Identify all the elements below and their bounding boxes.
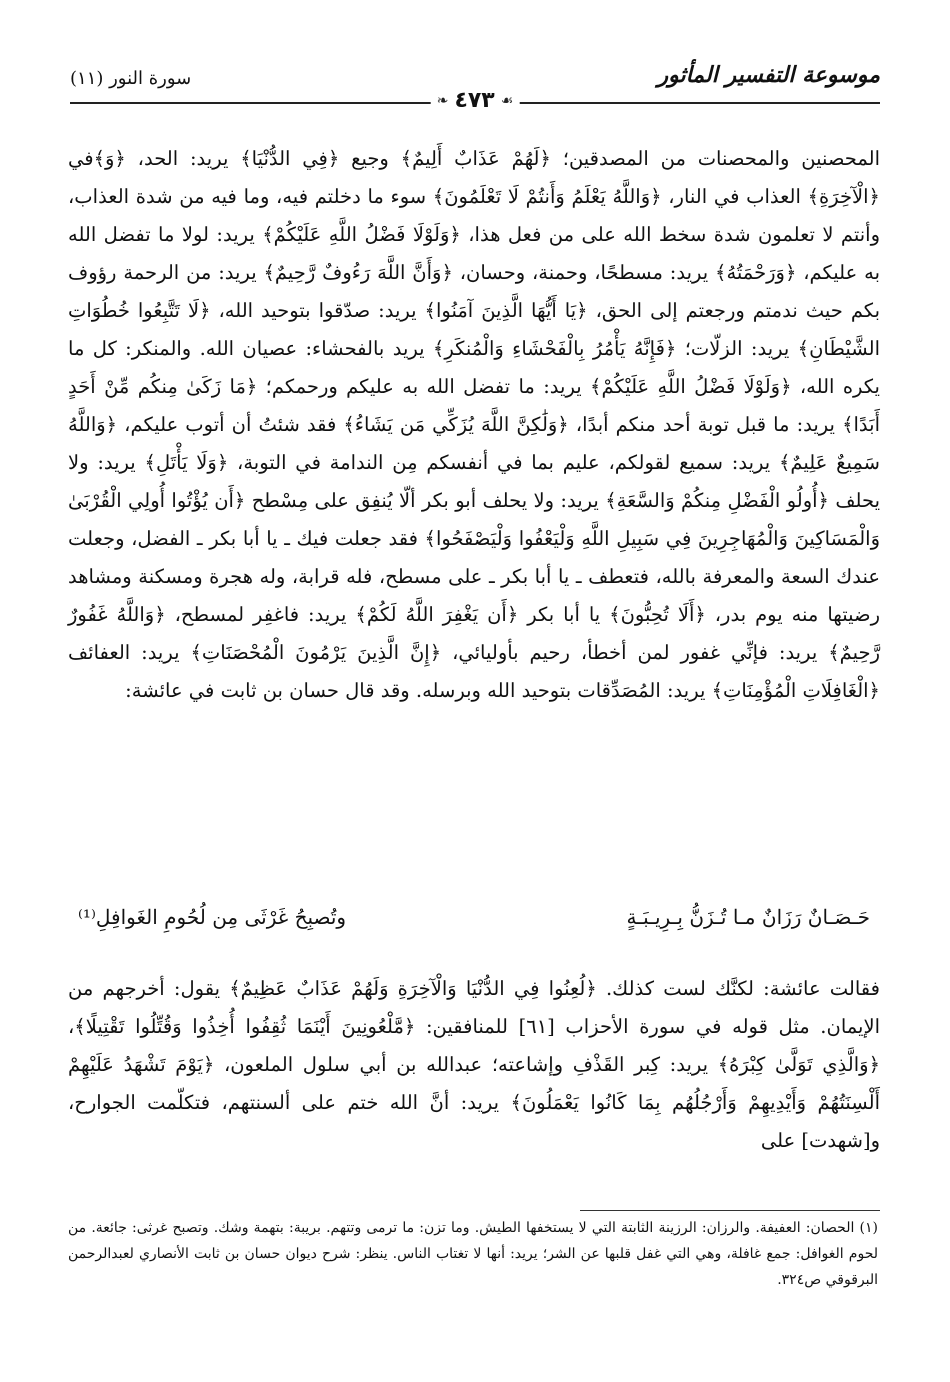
body-paragraph-2: فقالت عائشة: لكنَّك لست كذلك. ﴿لُعِنُوا فِي الدُّنْيَا وَالْآخِرَةِ وَلَهُمْ عَذَابٌ عَظِيمٌ﴾ يقول: أخرجهم من الإيمان. مثل قوله في سورة الأحزاب [٦١] للمنافقين: ﴿مَّلْعُونِينَ أَيْنَمَا ثُقِفُوا أُخِذُوا وَقُتِّلُوا تَقْتِيلًا﴾، ﴿وَالَّذِي تَوَلَّىٰ كِبْرَهُ﴾ يريد: كِبر القَذْفِ وإشاعته؛ عبدالله بن أبي سلول الملعون، ﴿يَوْمَ تَشْهَدُ عَلَيْهِمْ أَلْسِنَتُهُمْ وَأَيْدِيهِمْ وَأَرْجُلُهُم بِمَا كَانُوا يَعْمَلُونَ﴾ يريد: أنَّ الله ختم على ألسنتهم، فتكلّمت الجوارح، و[شهدت] على xyxy=(68,976,881,1152)
page-header xyxy=(70,58,880,113)
footnote-1: (١) الحصان: العفيفة. والرزان: الرزينة الثابتة التي لا يستخفها الطيش. وما تزن: ما ترمى وتتهم. بريبة: بتهمة وشك. وتصبح غرثى: جائعة. من لحوم الغوافل: جمع غافلة، وهي التي غفل قلبها عن الشر؛ يريد: أنها لا تغتاب الناس. ينظر: شرح ديوان حسان بن ثابت الأنصاري لعبدالرحمن البرقوقي ص٣٢٤. xyxy=(68,1220,878,1288)
poem-verse xyxy=(78,905,870,945)
body-text-continued xyxy=(68,950,880,1179)
surah-label: سورة النور (١١) xyxy=(70,68,192,89)
poem-hemistich-1: حَـصَـانٌ رَزَانٌ مـا تُـزَنُّ بِـرِيـبَـةٍ xyxy=(626,905,870,929)
footnotes xyxy=(68,1215,878,1293)
ornament-right-icon: ☙ xyxy=(500,92,514,109)
poem-hemistich-2: وتُصبِحُ غَرْثَى مِن لُحُومِ الغَوافِلِ⁽¹⁾ xyxy=(78,905,347,929)
page-number-box xyxy=(431,88,520,113)
footnote-divider xyxy=(580,1210,880,1211)
body-paragraph-1: المحصنين والمحصنات من المصدقين؛ ﴿لَهُمْ عَذَابٌ أَلِيمٌ﴾ وجيع ﴿فِي الدُّنْيَا﴾ يريد: الحد، ﴿وَ﴾في ﴿الْآخِرَةِ﴾ العذاب في النار، ﴿وَاللَّهُ يَعْلَمُ وَأَنتُمْ لَا تَعْلَمُونَ﴾ سوء ما دخلتم فيه، وما فيه من شدة العذاب، وأنتم لا تعلمون شدة سخط الله على من فعل هذا، ﴿وَلَوْلَا فَضْلُ اللَّهِ عَلَيْكُمْ﴾ يريد: لولا ما تفضل الله به عليكم، ﴿وَرَحْمَتُهُ﴾ يريد: مسطحًا، وحمنة، وحسان، ﴿وَأَنَّ اللَّهَ رَءُوفٌ رَّحِيمٌ﴾ يريد: من الرحمة رؤوف بكم حيث ندمتم ورجعتم إلى الحق، ﴿يَا أَيُّهَا الَّذِينَ آمَنُوا﴾ يريد: صدّقوا بتوحيد الله، ﴿لَا تَتَّبِعُوا خُطُوَاتِ الشَّيْطَانِ﴾ يريد: الزلّات؛ ﴿فَإِنَّهُ يَأْمُرُ بِالْفَحْشَاءِ وَالْمُنكَرِ﴾ يريد بالفحشاء: عصيان الله. والمنكر: كل ما يكره الله، ﴿وَلَوْلَا فَضْلُ اللَّهِ عَلَيْكُمْ﴾ يريد: ما تفضل الله به عليكم ورحمكم؛ ﴿مَا زَكَىٰ مِنكُم مِّنْ أَحَدٍ أَبَدًا﴾ يريد: ما قبل توبة أحد منكم أبدًا، ﴿وَلَٰكِنَّ اللَّهَ يُزَكِّي مَن يَشَاءُ﴾ فقد شئتُ أن أتوب عليكم، ﴿وَاللَّهُ سَمِيعٌ عَلِيمٌ﴾ يريد: سميع لقولكم، عليم بما في أنفسكم مِن الندامة في التوبة، ﴿وَلَا يَأْتَلِ﴾ يريد: ولا يحلف ﴿أُولُو الْفَضْلِ مِنكُمْ وَالسَّعَةِ﴾ يريد: ولا يحلف أبو بكر ألّا يُنفِق على مِسْطح ﴿أَن يُؤْتُوا أُولِي الْقُرْبَىٰ وَالْمَسَاكِينَ وَالْمُهَاجِرِينَ فِي سَبِيلِ اللَّهِ وَلْيَعْفُوا وَلْيَصْفَحُوا﴾ فقد جعلت فيك ـ يا أبا بكر ـ الفضل، وجعلت عندك السعة والمعرفة بالله، فتعطف ـ يا أبا بكر ـ على مسطح، فله قرابة، وله هجرة ومسكنة ومشاهد رضيتها منه يوم بدر، ﴿أَلَا تُحِبُّونَ﴾ يا أبا بكر ﴿أَن يَغْفِرَ اللَّهُ لَكُمْ﴾ يريد: فاغفِر لمسطح، ﴿وَاللَّهُ غَفُورٌ رَّحِيمٌ﴾ يريد: فإنِّي غفور لمن أخطأ، رحيم بأوليائي، ﴿إِنَّ الَّذِينَ يَرْمُونَ الْمُحْصَنَاتِ﴾ يريد: العفائف ﴿الْغَافِلَاتِ الْمُؤْمِنَاتِ﴾ يريد: المُصَدِّقات بتوحيد الله وبرسله. وقد قال حسان بن ثابت في عائشة: xyxy=(68,147,880,702)
ornament-left-icon: ❧ xyxy=(436,92,449,109)
page-number: ٤٧٣ xyxy=(454,88,495,113)
body-text xyxy=(68,140,880,710)
book-title: موسوعة التفسير المأثور xyxy=(657,62,880,88)
